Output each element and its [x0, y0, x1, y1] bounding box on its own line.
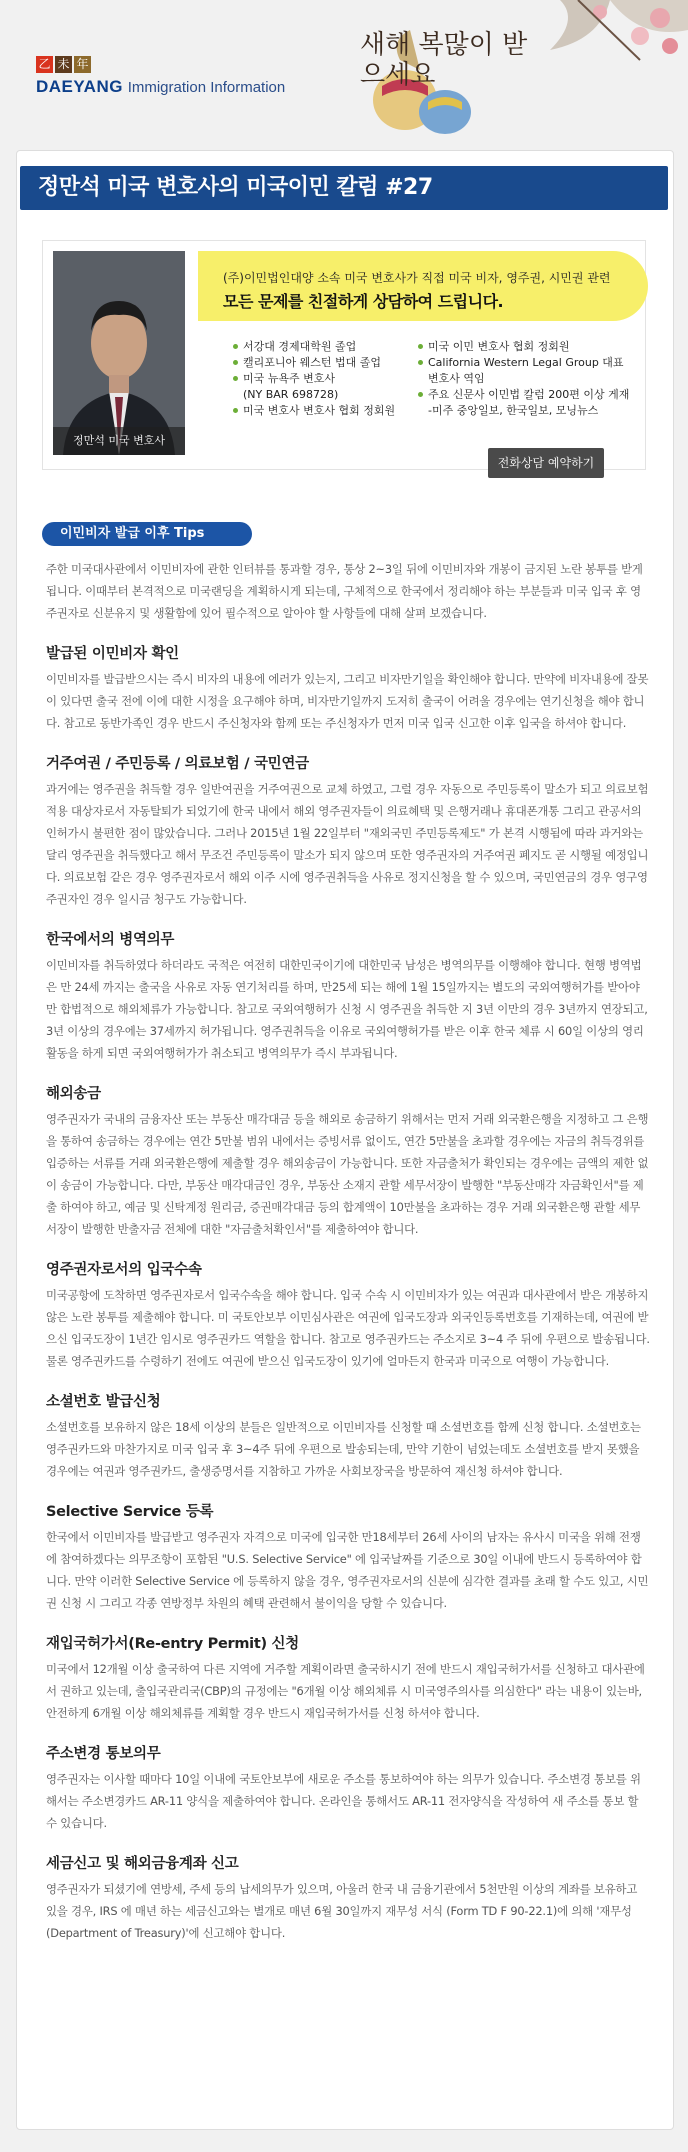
page-title: 정만석 미국 변호사의 미국이민 칼럼 #27: [38, 175, 433, 200]
credential-item: 주요 신문사 이민법 칼럼 200편 이상 게재: [418, 387, 629, 403]
bubble-line2: 모든 문제를 친절하게 상담하여 드립니다.: [223, 292, 504, 311]
section-body: 영주권자가 되셨기에 연방세, 주세 등의 납세의무가 있으며, 아울러 한국 내 금융기관에서 5천만원 이상의 계좌를 보유하고 있을 경우, IRS 에 매년 하는 세금신고와는 별개로 매년 6월 30일까지 재무성 서식 (Form TD F 90-22.1)에 의해 '재무성(Department of Treasury)'에 신고해야 합니다.: [46, 1882, 638, 1940]
section-heading: 발급된 이민비자 확인: [46, 646, 179, 662]
credential-item: California Western Legal Group 대표: [418, 355, 629, 371]
credential-item: 캘리포니아 웨스턴 법대 졸업: [233, 355, 395, 371]
photo-caption: 정만석 미국 변호사: [53, 427, 185, 455]
section: [46, 1500, 650, 1614]
section-heading: 소셜번호 발급신청: [46, 1394, 161, 1410]
tips-tag: 이민비자 발급 이후 Tips: [42, 522, 252, 546]
section-heading: 해외송금: [46, 1086, 101, 1102]
intro-bubble: [198, 251, 648, 321]
section: [46, 1258, 650, 1372]
section-body: 미국에서 12개월 이상 출국하여 다른 지역에 거주할 계획이라면 출국하시기 전에 반드시 재입국허가서를 신청하고 대사관에서 권하고 있는데, 출입국관리국(CBP)의 규정에는 "6개월 이상 해외체류 시 미국영주의사를 의심한다" 라는 내용이 있는바, 안전하게 6개월 이상 해외체류를 계획할 경우 반드시 재입국허가서를 신청 하셔야 합니다.: [46, 1662, 645, 1720]
logo-badge-char: 乙: [36, 56, 53, 73]
section-heading: 재입국허가서(Re-entry Permit) 신청: [46, 1636, 299, 1652]
section: [46, 642, 650, 734]
section: [46, 1390, 650, 1482]
credential-item: 미국 뉴욕주 변호사: [233, 371, 395, 387]
credential-item: (NY BAR 698728): [243, 388, 339, 401]
section-heading: 거주여권 / 주민등록 / 의료보험 / 국민연금: [46, 756, 309, 772]
daeyang-logo[interactable]: [36, 56, 285, 97]
section-body: 미국공항에 도착하면 영주권자로서 입국수속을 해야 합니다. 입국 수속 시 이민비자가 있는 여권과 대사관에서 받은 개봉하지 않은 노란 봉투를 제출해야 합니다. 미 국토안보부 이민심사관은 여권에 입국도장과 외국인등록번호를 기재하는데, 여권에 받으신 입국도장이 1년간 임시로 영주권카드 역할을 합니다. 참고로 영주권카드는 주소지로 3~4 주 뒤에 우편으로 발송됩니다. 물론 영주권카드를 수령하기 전에도 여권에 받으신 입국도장이 있기에 얼마든지 한국과 미국으로 여행이 가능합니다.: [46, 1288, 650, 1368]
phone-consult-button[interactable]: 전화상담 예약하기: [488, 448, 604, 478]
section: [46, 1852, 650, 1944]
bubble-line1: (주)이민법인대양 소속 미국 변호사가 직접 미국 비자, 영주권, 시민권 관련: [223, 271, 611, 285]
section-body: 이민비자를 발급받으시는 즉시 비자의 내용에 에러가 있는지, 그리고 비자만기일을 확인해야 합니다. 만약에 비자내용에 잘못이 있다면 출국 전에 이에 대한 시정을 요구해야 하며, 비자만기일까지 도저히 출국이 어려울 경우에는 연기신청을 해야 합니다. 참고로 동반가족인 경우 반드시 주신청자와 함께 또는 주신청자가 먼저 미국 입국 신고한 이후 입국을 하셔야 합니다.: [46, 672, 649, 730]
logo-text: [36, 77, 285, 97]
section-heading: Selective Service 등록: [46, 1504, 214, 1520]
section-heading: 영주권자로서의 입국수속: [46, 1262, 202, 1278]
article-content: [46, 558, 650, 1944]
page-header: [0, 0, 688, 140]
logo-badge: [36, 56, 285, 73]
logo-badge-char: 未: [55, 56, 72, 73]
credential-item: 변호사 역임: [428, 372, 485, 385]
section-heading: 한국에서의 병역의무: [46, 932, 175, 948]
logo-badge-char: 年: [74, 56, 91, 73]
credential-item: -미주 중앙일보, 한국일보, 모닝뉴스: [428, 404, 599, 417]
section-body: 영주권자는 이사할 때마다 10일 이내에 국토안보부에 새로운 주소를 통보하여야 하는 의무가 있습니다. 주소변경 통보를 위해서는 주소변경카드 AR-11 양식을 제출하여야 합니다. 온라인을 통해서도 AR-11 전자양식을 작성하여 새 주소를 통보 할 수 있습니다.: [46, 1772, 641, 1830]
section: [46, 752, 650, 910]
credential-item: 서강대 경제대학원 졸업: [233, 339, 395, 355]
section-body: 이민비자를 취득하였다 하더라도 국적은 여전히 대한민국이기에 대한민국 남성은 병역의무를 이행해야 합니다. 현행 병역법은 만 24세 까지는 출국을 사유로 자동 연기처리를 하며, 만25세 되는 해에 1월 15일까지는 별도의 국외여행허가를 받아야만 합법적으로 해외체류가 가능합니다. 참고로 국외여행허가 신청 시 영주권을 취득한 지 3년 이만의 경우 3년까지 연장되고, 3년 이상의 경우에는 37세까지 허가됩니다. 영주권취득을 이유로 국외여행허가를 받은 이후 한국 체류 시 60일 이상의 영리 활동을 하게 되면 국외여행허가가 취소되고 병역의무가 즉시 부과됩니다.: [46, 958, 648, 1060]
credentials-col2: [418, 339, 629, 419]
credential-item: 미국 이민 변호사 협회 정회원: [418, 339, 629, 355]
section: [46, 1742, 650, 1834]
lawyer-photo: [53, 251, 185, 455]
lawyer-profile: [42, 240, 646, 470]
section-body: 영주권자가 국내의 금융자산 또는 부동산 매각대금 등을 해외로 송금하기 위해서는 먼저 거래 외국환은행을 지정하고 그 은행을 통하여 송금하는 경우에는 연간 5만불 범위 내에서는 증빙서류 없이도, 연간 5만불을 초과할 경우에는 자금의 취득경위를 입증하는 서류를 거래 외국환은행에 제출할 경우 해외송금이 가능합니다. 또한 자금출처가 확인되는 경우에는 금액의 제한 없이 송금이 가능합니다. 다만, 부동산 매각대금인 경우, 부동산 소재지 관할 세무서장이 발행한 "부동산매각 자금확인서"를 제출 하여야 하고, 예금 및 신탁계정 원리금, 증권매각대금 등의 합계액이 10만불을 초과하는 경우 거래 외국환은행 관할 세무서장이 발행한 반출자금 전체에 대한 "자금출처확인서"를 제출하여야 합니다.: [46, 1112, 649, 1236]
lawyer-portrait-icon: [53, 251, 185, 455]
credentials-col1: [233, 339, 395, 419]
section-body: 소셜번호를 보유하지 않은 18세 이상의 분들은 일반적으로 이민비자를 신청할 때 소셜번호를 함께 신청 합니다. 소셜번호는 영주권카드와 마찬가지로 미국 입국 후 3~4주 뒤에 우편으로 발송되는데, 만약 기한이 넘었는데도 소셜번호를 받지 못했을 경우에는 여권과 영주권카드, 출생증명서를 지참하고 가까운 사회보장국을 방문하여 재신청 하셔야 합니다.: [46, 1420, 641, 1478]
new-year-greeting: 새해 복많이 받으세요: [360, 30, 528, 90]
title-bar: [20, 166, 668, 210]
section: [46, 1632, 650, 1724]
section: [46, 928, 650, 1064]
section-heading: 세금신고 및 해외금융계좌 신고: [46, 1856, 239, 1872]
section-body: 한국에서 이민비자를 발급받고 영주권자 자격으로 미국에 입국한 만18세부터 26세 사이의 남자는 유사시 미국을 위해 전쟁에 참여하겠다는 의무조항이 포함된 "U.S. Selective Service" 에 입국날짜를 기준으로 30일 이내에 반드시 등록하여야 합니다. 만약 이러한 Selective Service 에 등록하지 않을 경우, 영주권자로서의 신분에 심각한 결과를 초래 할 수도 있고, 시민권 신청 시 그리고 각종 연방정부 차원의 혜택 관련해서 불이익을 당할 수 있습니다.: [46, 1530, 649, 1610]
section: [46, 1082, 650, 1240]
section-heading: 주소변경 통보의무: [46, 1746, 161, 1762]
intro-paragraph: 주한 미국대사관에서 이민비자에 관한 인터뷰를 통과할 경우, 통상 2~3일 뒤에 이민비자와 개봉이 금지된 노란 봉투를 받게 됩니다. 이때부터 본격적으로 미국랜딩을 계획하시게 되는데, 구체적으로 한국에서 정리해야 하는 부분들과 미국 입국 후 영주권자로 신분유지 및 생활함에 있어 필수적으로 알아야 할 사항들에 대해 살펴 보겠습니다.: [46, 562, 643, 620]
logo-subtitle: Immigration Information: [127, 79, 286, 96]
credential-item: 미국 변호사 변호사 협회 정회원: [233, 403, 395, 419]
section-body: 과거에는 영주권을 취득할 경우 일반여권을 거주여권으로 교체 하였고, 그럴 경우 자동으로 주민등록이 말소가 되고 의료보험적용 대상자로서 자동탈퇴가 되었기에 한국 내에서 해외 영주권자들이 의료혜택 및 은행거래나 휴대폰개통 그리고 관공서의 인허가시 불편한 점이 많았습니다. 그러나 2015년 1월 22일부터 "재외국민 주민등록제도" 가 본격 시행됨에 따라 과거와는 달리 영주권을 취득했다고 해서 무조건 주민등록이 말소가 되지 않으며 또한 영주권자의 거주여권 폐지도 곧 시행될 예정입니다. 의료보험 같은 경우 영주권자로서 해외 이주 시에 영주권취득을 사유로 정지신청을 할 수 있으며, 국민연금의 경우 영구영주권자인 경우 일시금 청구도 가능합니다.: [46, 782, 649, 906]
logo-brand: DAEYANG: [36, 77, 123, 96]
